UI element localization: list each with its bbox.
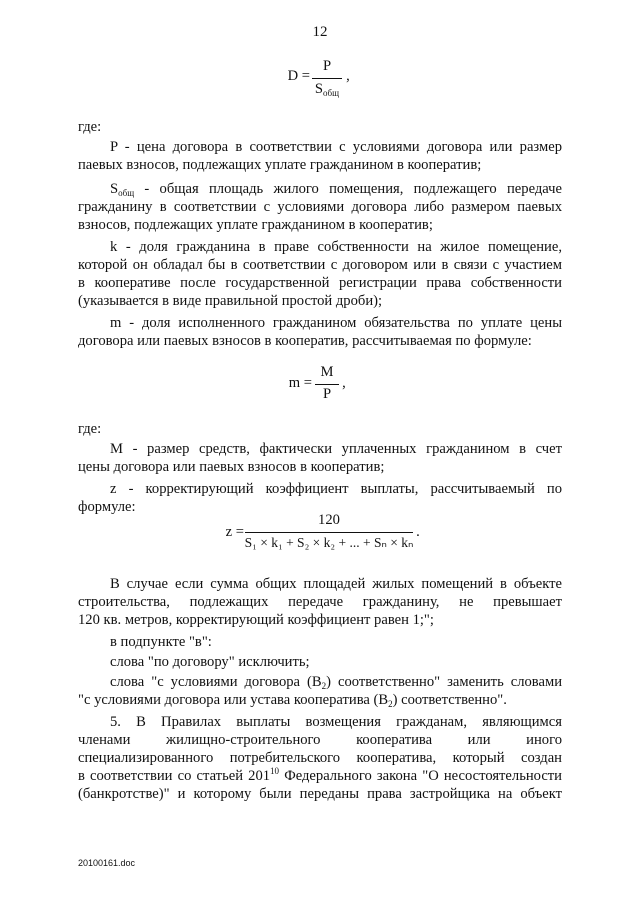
formula-m-lhs: m = [288, 375, 312, 391]
where-label-1: где: [78, 119, 102, 135]
formula-m-bar [315, 384, 339, 385]
formula-m-tail: , [342, 375, 346, 391]
formula-z-denominator: S₁ × k₁ + S₂ × k₂ + ... + Sₙ × kₙ [244, 535, 414, 550]
where-label-2: где: [78, 421, 102, 437]
formula-z-numerator: 120 [318, 512, 340, 528]
paragraph-subpoint: в подпункте "в": [110, 634, 212, 650]
formula-z-lhs: z = [225, 524, 244, 540]
paragraph-words-1: слова "по договору" исключить; [110, 654, 310, 670]
formula-z-bar [245, 532, 413, 533]
document-page: 12 D = P $S_{общ}$ , где: P - цена договора в соответствии с условиями договора или размер паевых взносов, подлежащих уплате гражданином в кооператив; $S_{общ}$ - общая площадь жилого помещения, подлежащего передаче гражданину в соответствии с условиями договора либо размером паевых взносов, подлежащих уплате гражданином в кооператив; k - доля гражданина в праве собственности на жилое помещение, которой он обладал бы в соответствии с договором или в связи с участием в кооперативе после государственной регистрации права собственности (указывается в виде правильной простой дроби); m - доля исполненного гражданином обязательства по уплате цены договора или паевых взносов в кооператив, рассчитываемая по формуле: m = M P , где: M - размер средств, фактически уплаченных гражданином в счет цены договора или паевых взносов в кооператив; z - корректирующий коэффициент выплаты, рассчитываемый по формуле: z = 120 S₁ × k₁ + S₂ × k₂ + ... + Sₙ × kₙ . В случае если сумма общих площадей жилых помещений в объекте строительства, подлежащих передаче гражданину, не превышает 120 кв. метров, корректирующий коэффициент равен 1;"; в подпункте "в": слова "по договору" исключить; слова "с условиями договора $(B_2)$ соответственно" заменить словами "с условиями договора или устава кооператива $(B_2)$ соответственно". 5. В Правилах выплаты возмещения гражданам, являющимся членами жилищно-строительного кооператива или иного специализированного потребительского кооператива, который создан в соответствии со статьей $201^{10}$ Федерального закона "О несостоятельности (банкротстве)" и которому были переданы права застройщика на объект 20100161.doc [0, 0, 640, 905]
footer-filename: 20100161.doc [78, 858, 136, 868]
formula-d-bar [312, 78, 342, 79]
formula-d-denominator: $S_{общ}$ [314, 81, 340, 98]
formula-d-numerator: P [322, 58, 332, 74]
formula-m-numerator: M [320, 364, 334, 380]
page-number: 12 [312, 24, 328, 40]
formula-z-tail: . [416, 524, 420, 540]
formula-d-tail: , [346, 68, 350, 84]
formula-m-denominator: P [322, 386, 332, 402]
formula-d-lhs: D = [287, 68, 310, 84]
